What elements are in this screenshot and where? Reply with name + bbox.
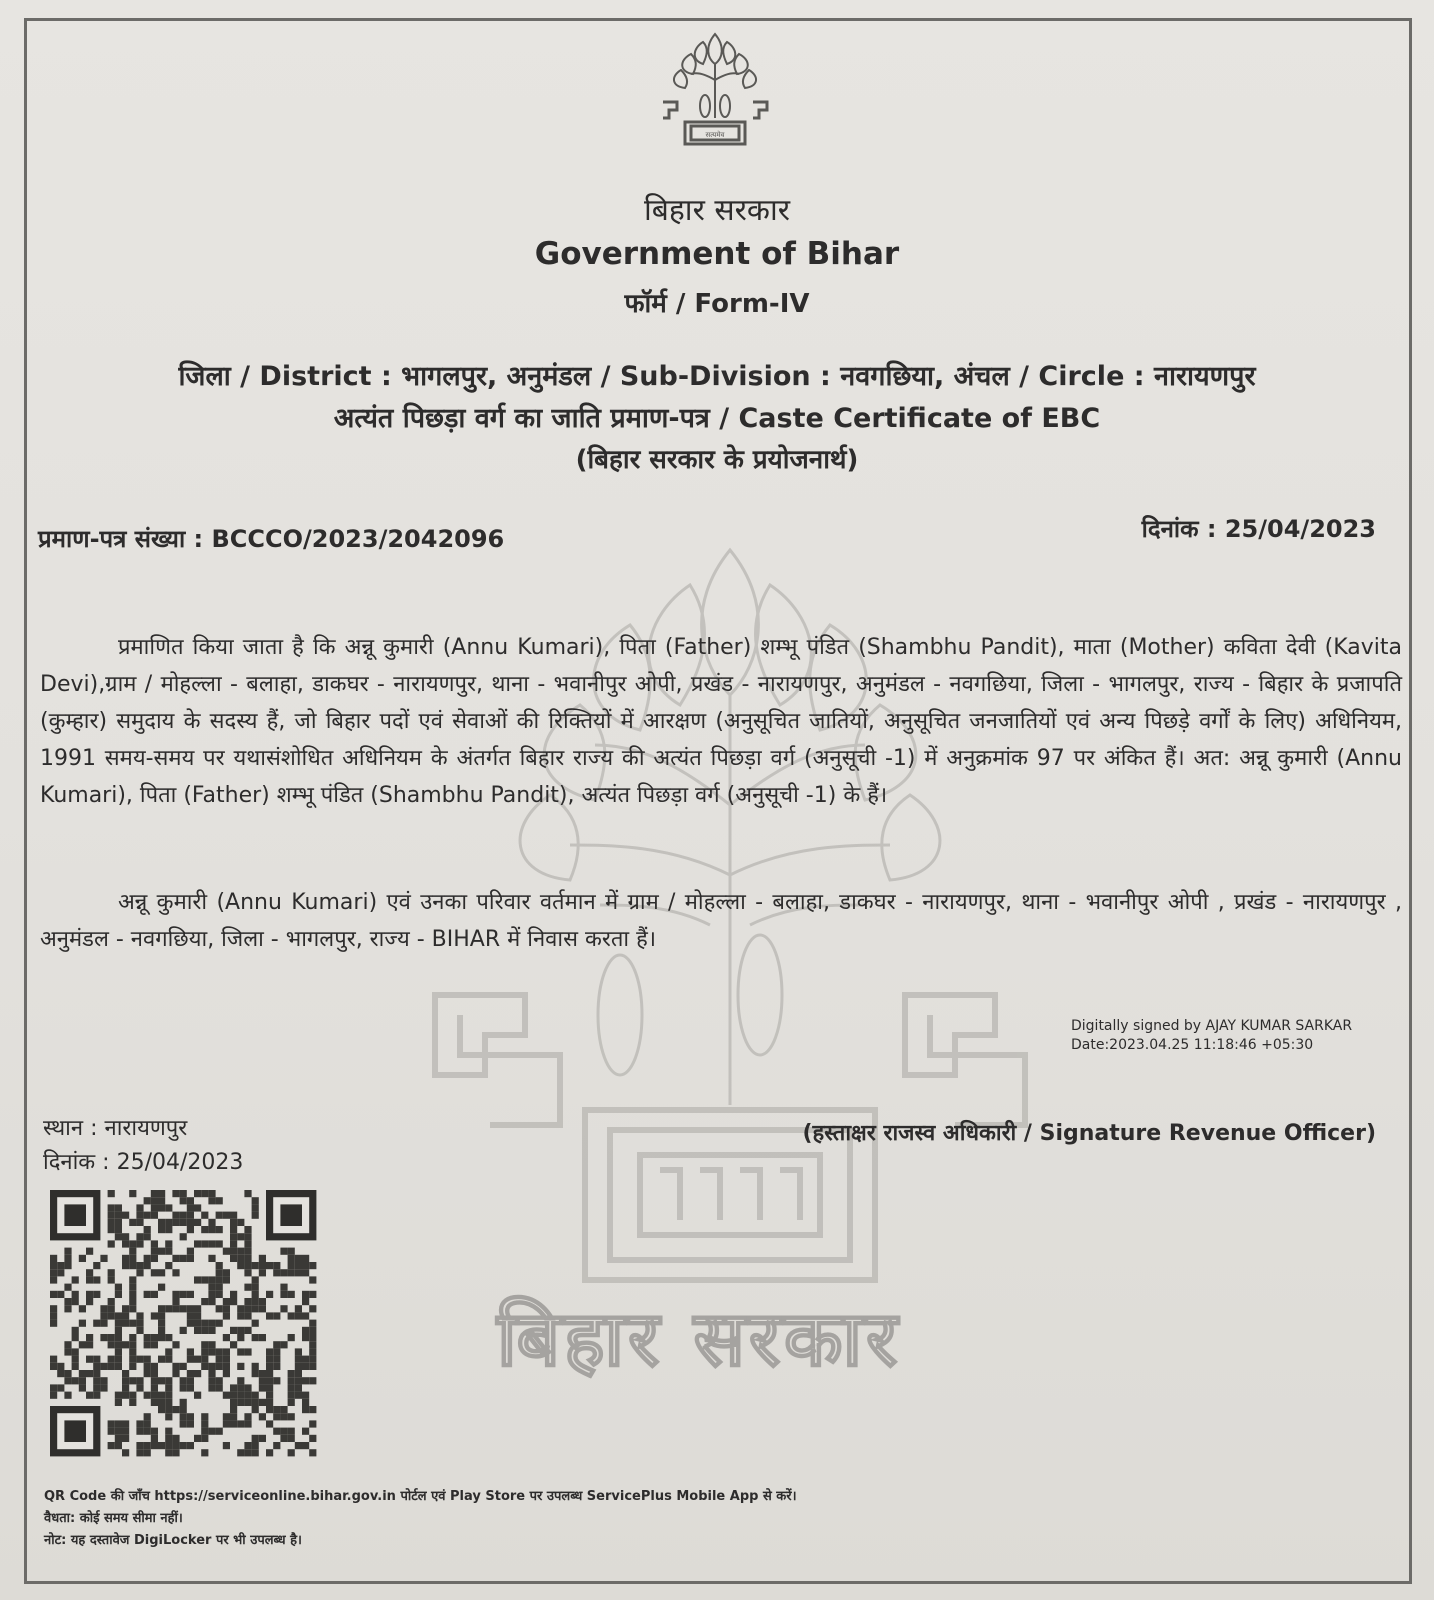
title-hindi: बिहार सरकार (643, 193, 791, 228)
place-and-date (43, 1112, 243, 1180)
validity-note: वैधता: कोई समय सीमा नहीं। (44, 1511, 183, 1526)
residence-paragraph: अन्नू कुमारी (Annu Kumari) एवं उनका परिवार वर्तमान में ग्राम / मोहल्ला - बलाहा, डाकघर - नारायणपुर, थाना - भवानीपुर ओपी , प्रखंड - नारायणपुर , अनुमंडल - नवगछिया, जिला - भागलपुर, राज्य - BIHAR में निवास करता हैं। (40, 890, 1402, 952)
issue-date: दिनांक : 25/04/2023 (1141, 515, 1376, 543)
title-english: Government of Bihar (534, 236, 900, 272)
date-bottom: दिनांक : 25/04/2023 (43, 1150, 244, 1175)
signature-date: Date:2023.04.25 11:18:46 +05:30 (1071, 1037, 1314, 1053)
certificate-title: अत्यंत पिछड़ा वर्ग का जाति प्रमाण-पत्र / Caste Certificate of EBC (333, 403, 1101, 434)
watermark-bihar-sarkar: बिहार सरकार (497, 1294, 902, 1383)
signed-by: Digitally signed by AJAY KUMAR SARKAR (1071, 1018, 1353, 1034)
emblem-motto: सत्यमेव (705, 131, 725, 139)
signature-label: (हस्ताक्षर राजस्व अधिकारी / Signature Revenue Officer) (802, 1121, 1376, 1146)
footer-notes (44, 1486, 797, 1552)
qr-code[interactable] (50, 1190, 328, 1460)
certificate-number: प्रमाण-पत्र संख्या : BCCCO/2023/2042096 (38, 525, 505, 553)
place: स्थान : नारायणपुर (43, 1116, 188, 1141)
qr-check-note: QR Code की जाँच https://serviceonline.bihar.gov.in पोर्टल एवं Play Store पर उपलब्ध ServicePlus Mobile App से करें। (44, 1489, 797, 1504)
form-number: फॉर्म / Form-IV (624, 289, 810, 319)
bihar-emblem-icon (657, 30, 773, 148)
certification-paragraph: प्रमाणित किया जाता है कि अन्नू कुमारी (Annu Kumari), पिता (Father) शम्भू पंडित (Shambhu Pandit), माता (Mother) कविता देवी (Kavita Devi),ग्राम / मोहल्ला - बलाहा, डाकघर - नारायणपुर, थाना - भवानीपुर ओपी, प्रखंड - नारायणपुर, अनुमंडल - नवगछिया, जिला - भागलपुर, राज्य - बिहार के प्रजापति (कुम्हार) समुदाय के सदस्य हैं, जो बिहार पदों एवं सेवाओं की रिक्तियों में आरक्षण (अनुसूचित जातियों, अनुसूचित जनजातियों एवं अन्य पिछड़े वर्गों के लिए) अधिनियम, 1991 समय-समय पर यथासंशोधित अधिनियम के अंतर्गत बिहार राज्य की अत्यंत पिछड़ा वर्ग (अनुसूची -1) में अनुक्रमांक 97 पर अंकित हैं। अत: अन्नू कुमारी (Annu Kumari), पिता (Father) शम्भू पंडित (Shambhu Pandit), अत्यंत पिछड़ा वर्ग (अनुसूची -1) के हैं। (40, 635, 1402, 808)
location-line: जिला / District : भागलपुर, अनुमंडल / Sub-Division : नवगछिया, अंचल / Circle : नारायणपुर (178, 361, 1256, 392)
certificate-purpose: (बिहार सरकार के प्रयोजनार्थ) (575, 445, 859, 475)
digital-signature (1071, 1017, 1352, 1055)
digilocker-note: नोट: यह दस्तावेज DigiLocker पर भी उपलब्ध है। (44, 1533, 302, 1548)
